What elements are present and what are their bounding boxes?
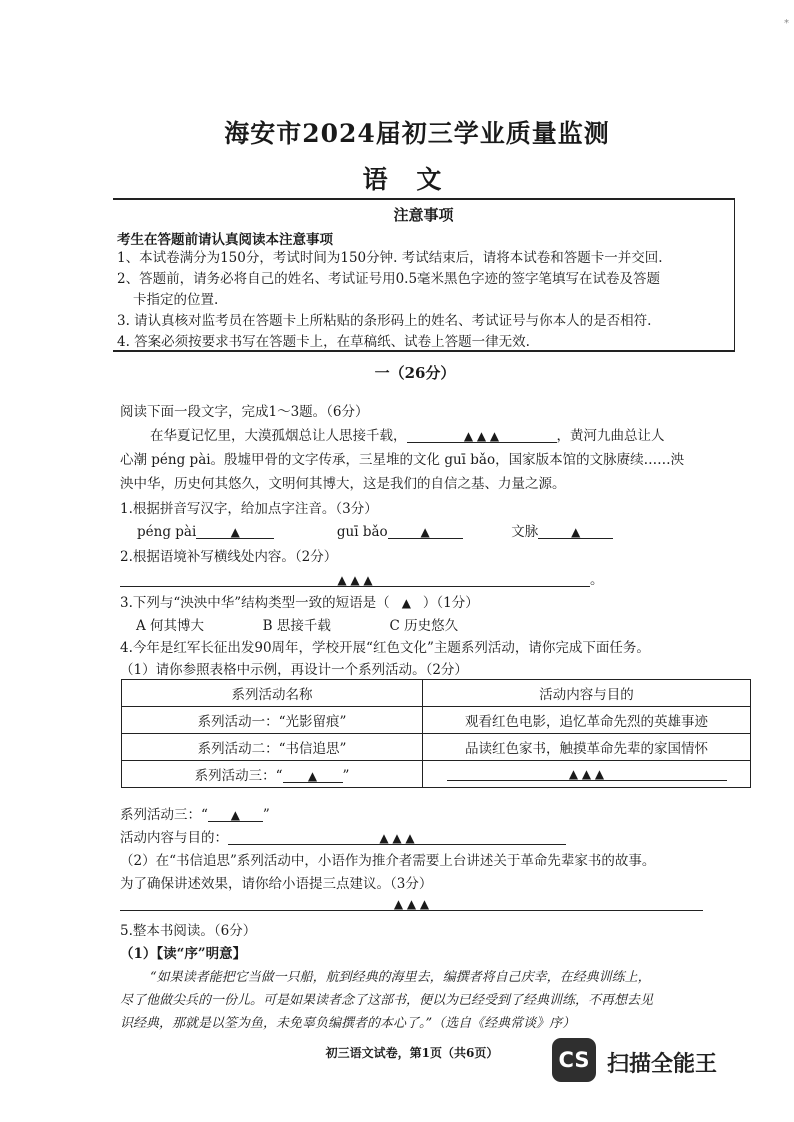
table-row <box>122 734 751 761</box>
row3-suffix: ” <box>342 768 350 784</box>
exam-title: 海安市2024届初三学业质量监测 <box>224 119 610 148</box>
q1-c-label: 文脉 <box>511 524 539 540</box>
row3-prefix: 系列活动三：“ <box>194 768 283 784</box>
q1-blanks <box>137 520 613 540</box>
q3-option-a: A 何其博大 <box>136 618 205 634</box>
q1-a-label: péng pài <box>137 524 197 540</box>
reading-line-1b: ，黄河九曲总让人 <box>556 428 665 444</box>
q3-stem-text: 3.下列与“泱泱中华”结构类型一致的短语是（ <box>120 595 390 611</box>
q5-sub1: （1）【读“序”明意】 <box>120 946 247 962</box>
table-cell: 系列活动一：“光影留痕” <box>122 707 423 734</box>
q3-options <box>136 614 458 634</box>
q2-answer-line <box>120 568 604 588</box>
quote-line-3: 识经典，那就是以筌为鱼，未免辜负编撰者的本心了。”（选自《经典常谈》序） <box>120 1016 576 1031</box>
q4-sub1: （1）请你参照表格中示例，再设计一个系列活动。（2分） <box>120 662 468 678</box>
row3-name-blank <box>283 768 343 783</box>
q4-sub2-line-2: 为了确保讲述效果，请你给小语提三点建议。（3分） <box>120 876 433 892</box>
reading-line-1a: 在华夏记忆里，大漠孤烟总让人思接千载， <box>150 428 407 444</box>
triangle-marker: ▲ <box>571 525 581 539</box>
table-cell: 观看红色电影，追忆革命先烈的英雄事迹 <box>423 707 751 734</box>
q3-option-b: B 思接千载 <box>262 618 331 634</box>
table-cell <box>423 761 751 788</box>
triangle-marker: ▲ ▲ ▲ <box>568 767 605 781</box>
corner-mark: * <box>784 18 789 29</box>
q2-stem: 2.根据语境补写横线处内容。（2分） <box>120 549 338 565</box>
triangle-marker: ▲ <box>230 808 241 822</box>
notice-box <box>113 198 735 352</box>
notice-item-2: 2、答题前，请务必将自己的姓名、考试证号用0.5毫米黑色字迹的签字笔填写在试卷及答题 <box>117 271 661 287</box>
q3-stem-end: ）（1分） <box>422 595 479 611</box>
triangle-marker: ▲ ▲ ▲ <box>463 429 500 443</box>
q3-stem <box>120 591 479 611</box>
answer-name-prefix: 系列活动三：“ <box>120 807 208 823</box>
triangle-marker: ▲ ▲ ▲ <box>379 831 415 845</box>
section-heading: 一（26分） <box>374 364 456 382</box>
quote-line-2: 尽了他做尖兵的一份儿。可是如果读者念了这部书，便以为已经受到了经典训练，不再想去见 <box>120 993 654 1008</box>
subject-title: 语 文 <box>362 165 452 194</box>
answer-name-suffix: ” <box>262 807 270 823</box>
camscanner-logo-icon: CS <box>552 1038 596 1082</box>
table-header-cell: 活动内容与目的 <box>423 680 751 707</box>
row3-content-blank <box>447 766 727 781</box>
q2-blank <box>120 572 590 587</box>
notice-subheading: 考生在答题前请认真阅读本注意事项 <box>117 232 333 248</box>
answer-content-blank <box>228 830 566 845</box>
reading-line-2: 心潮 péng pài。殷墟甲骨的文字传承，三星堆的文化 guī bǎo，国家版本馆的文脉赓续……泱 <box>120 452 685 468</box>
reading-intro: 阅读下面一段文字，完成1～3题。（6分） <box>120 404 369 420</box>
q3-option-c: C 历史悠久 <box>389 618 459 634</box>
answer-name-blank <box>208 807 263 822</box>
triangle-marker: ▲ ▲ ▲ <box>337 573 373 587</box>
notice-item-1: 1、本试卷满分为150分，考试时间为150分钟. 考试结束后，请将本试卷和答题卡一并交回. <box>117 250 663 266</box>
page-footer: 初三语文试卷，第1页（共6页） <box>325 1046 499 1060</box>
q4-answer-name <box>120 803 270 823</box>
table-cell: 品读红色家书，触摸革命先辈的家国情怀 <box>423 734 751 761</box>
triangle-marker: ▲ <box>420 525 430 539</box>
triangle-marker: ▲ <box>401 596 411 610</box>
q4-sub2-answer <box>120 896 703 912</box>
table-cell: 系列活动二：“书信追思” <box>122 734 423 761</box>
triangle-marker: ▲ <box>230 525 240 539</box>
table-row <box>122 707 751 734</box>
notice-item-4: 4. 答案必须按要求书写在答题卡上，在草稿纸、试卷上答题一律无效. <box>117 334 530 350</box>
notice-item-2-cont: 卡指定的位置. <box>133 292 219 308</box>
camscanner-watermark-text: 扫描全能王 <box>607 1052 718 1077</box>
table-header-row <box>122 680 751 707</box>
q2-end: 。 <box>590 572 604 588</box>
answer-content-label: 活动内容与目的： <box>120 830 228 846</box>
reading-line-1 <box>150 424 665 444</box>
activity-table <box>121 679 751 788</box>
notice-item-3: 3. 请认真核对监考员在答题卡上所粘贴的条形码上的姓名、考试证号与你本人的是否相符. <box>117 313 652 329</box>
q1-a-blank <box>196 524 274 539</box>
q1-b-blank <box>388 524 463 539</box>
q4-sub2-line-1: （2）在“书信追思”系列活动中，小语作为推介者需要上台讲述关于革命先辈家书的故事。 <box>120 853 656 869</box>
triangle-marker: ▲ ▲ ▲ <box>393 897 430 911</box>
reading-line-3: 泱中华，历史何其悠久，文明何其博大，这是我们的自信之基、力量之源。 <box>120 476 566 492</box>
q4-sub2-blank <box>120 896 703 911</box>
notice-heading: 注意事项 <box>393 206 454 224</box>
q4-answer-content <box>120 826 566 846</box>
q1-stem: 1.根据拼音写汉字，给加点字注音。（3分） <box>120 501 378 517</box>
table-header-cell: 系列活动名称 <box>122 680 423 707</box>
blank-fill-1 <box>407 428 557 443</box>
triangle-marker: ▲ <box>307 769 318 783</box>
table-row <box>122 761 751 788</box>
q1-b-label: guī bǎo <box>336 524 388 540</box>
q4-stem: 4.今年是红军长征出发90周年，学校开展“红色文化”主题系列活动，请你完成下面任务。 <box>120 640 650 656</box>
q1-c-blank <box>538 524 613 539</box>
table-cell <box>122 761 423 788</box>
quote-line-1: “如果读者能把它当做一只船，航到经典的海里去，编撰者将自己庆幸，在经典训练上， <box>150 970 651 985</box>
q5-stem: 5.整本书阅读。（6分） <box>120 923 257 939</box>
